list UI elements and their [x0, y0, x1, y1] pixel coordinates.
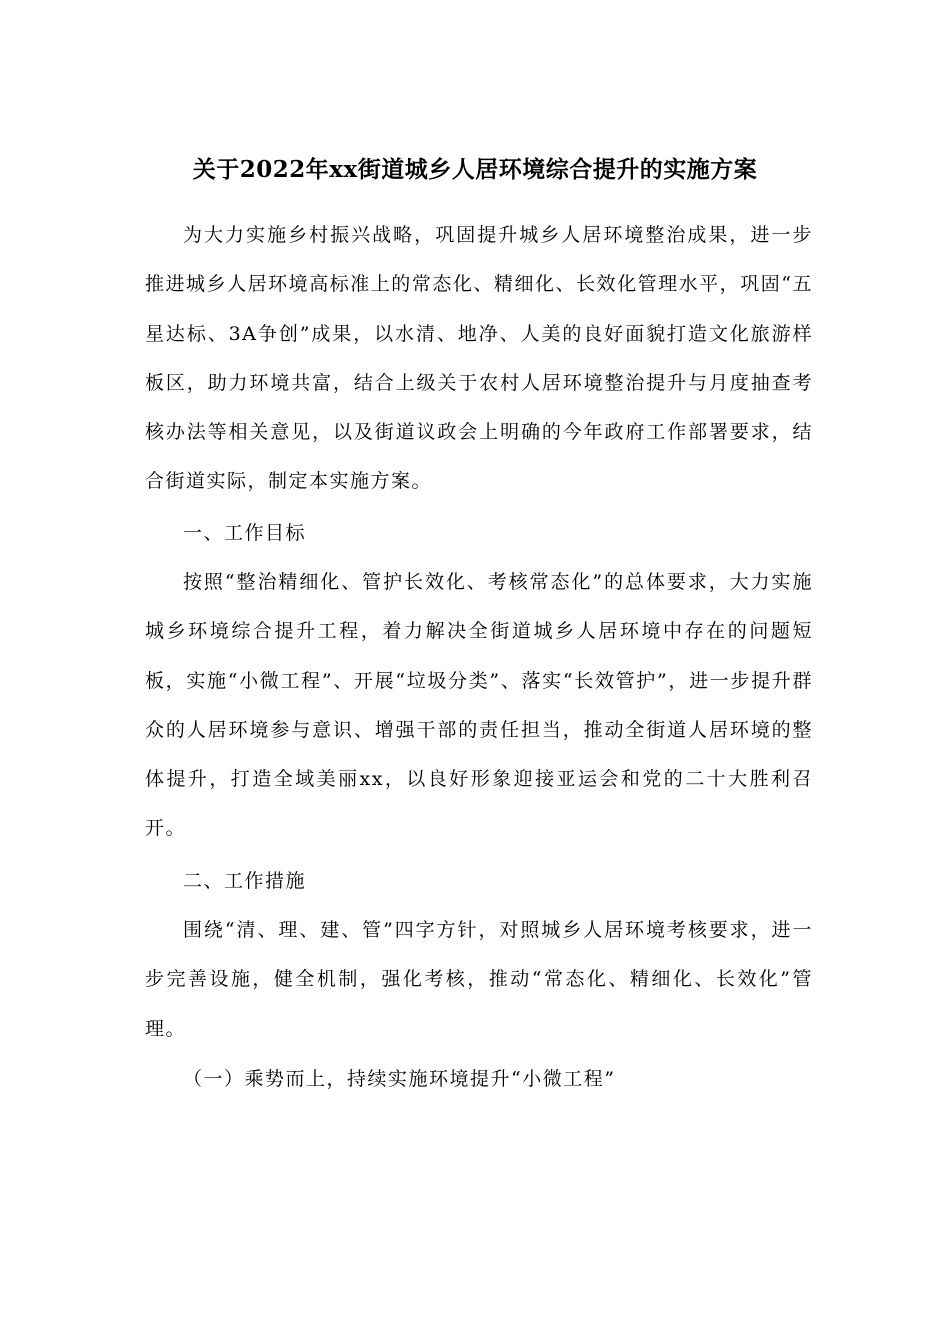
subsection-heading-micro-projects: （一）乘势而上，持续实施环境提升“小微工程”: [183, 1068, 616, 1090]
section-heading-measures: 二、工作措施: [183, 870, 307, 892]
document-title: 关于2022年xx街道城乡人居环境综合提升的实施方案: [192, 156, 758, 183]
intro-paragraph: 为大力实施乡村振兴战略，巩固提升城乡人居环境整治成果，进一步推进城乡人居环境高标准上的常态化、精细化、长效化管理水平，巩固“五星达标、3A争创”成果，以水清、地净、人美的良好面貌打造文化旅游样板区，助力环境共富，结合上级关于农村人居环境整治提升与月度抽查考核办法等相关意见，以及街道议政会上明确的今年政府工作部署要求，结合街道实际，制定本实施方案。: [145, 224, 813, 493]
measures-paragraph: 围绕“清、理、建、管”四字方针，对照城乡人居环境考核要求，进一步完善设施，健全机制，强化考核，推动“常态化、精细化、长效化”管理。: [145, 919, 813, 1040]
goals-paragraph: 按照“整治精细化、管护长效化、考核常态化”的总体要求，大力实施城乡环境综合提升工程，着力解决全街道城乡人居环境中存在的问题短板，实施“小微工程”、开展“垃圾分类”、落实“长效管护”，进一步提升群众的人居环境参与意识、增强干部的责任担当，推动全街道人居环境的整体提升，打造全域美丽xx，以良好形象迎接亚运会和党的二十大胜利召开。: [145, 571, 813, 840]
section-heading-goals: 一、工作目标: [183, 522, 307, 544]
